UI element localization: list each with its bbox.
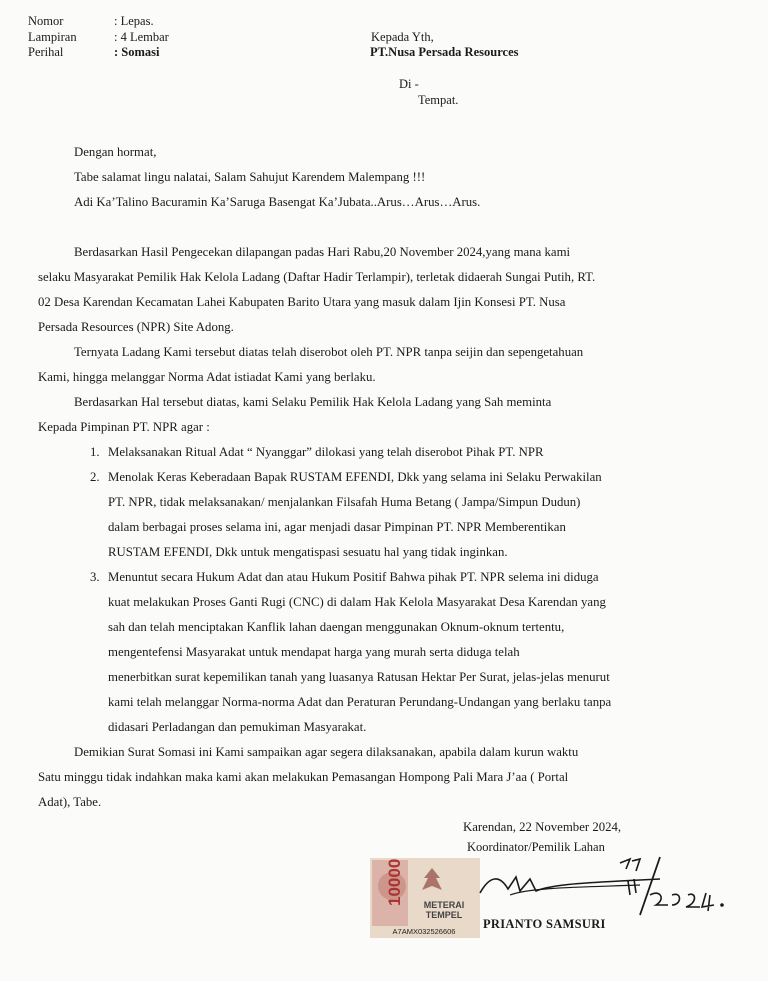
paragraph-2-line-1: Ternyata Ladang Kami tersebut diatas telah diserobot oleh PT. NPR tanpa seijin dan sepengetahuan xyxy=(74,345,584,359)
addressee-place: Tempat. xyxy=(418,93,459,107)
greeting-line-2: Adi Ka’Talino Bacuramin Ka’Saruga Basengat Ka’Jubata..Arus…Arus…Arus. xyxy=(74,195,481,209)
demands-list xyxy=(38,440,668,740)
list-item-line: dalam berbagai proses selama ini, agar menjadi dasar Pimpinan PT. NPR Memberentikan xyxy=(108,520,566,534)
date-stroke-11 xyxy=(628,879,636,895)
signatory-name: PRIANTO SAMSURI xyxy=(483,917,606,931)
date-dot xyxy=(720,903,724,907)
date-stroke-year xyxy=(650,893,714,911)
stamp-value: 10000 xyxy=(385,858,404,906)
stamp-serial: A7AMX032526606 xyxy=(392,927,456,936)
signature-flourish xyxy=(510,885,640,895)
list-item-continuation xyxy=(90,515,668,540)
meta-perihal-value: : Somasi xyxy=(114,45,160,59)
list-item-line: menerbitkan surat kepemilikan tanah yang luasanya Ratusan Hektar Per Surat, jelas-jelas menurut xyxy=(108,670,610,684)
spacer xyxy=(38,215,668,240)
handwritten-signature-icon xyxy=(470,855,730,925)
meta-nomor xyxy=(28,14,169,30)
list-item xyxy=(90,565,668,590)
letter-body xyxy=(38,140,668,815)
closing-line-2: Satu minggu tidak indahkan maka kami akan melakukan Pemasangan Hompong Pali Mara J’aa ( Portal xyxy=(38,770,569,784)
list-item-continuation xyxy=(90,590,668,615)
list-item-continuation xyxy=(90,615,668,640)
list-item-line: PT. NPR, tidak melaksanakan/ menjalankan Filsafah Huma Betang ( Jampa/Simpun Dudun) xyxy=(108,495,581,509)
closing-line-1: Demikian Surat Somasi ini Kami sampaikan agar segera dilaksanakan, apabila dalam kurun waktu xyxy=(74,745,579,759)
meta-lampiran-label: Lampiran xyxy=(28,29,77,44)
paragraph-1-line-4: Persada Resources (NPR) Site Adong. xyxy=(38,320,234,334)
list-item-continuation xyxy=(90,540,668,565)
list-item-line: didasari Perladangan dan pemukiman Masyarakat. xyxy=(108,720,367,734)
salutation: Dengan hormat, xyxy=(74,145,157,159)
list-item-continuation xyxy=(90,490,668,515)
meta-lampiran xyxy=(28,30,169,46)
meta-perihal xyxy=(28,45,169,61)
list-item-line: sah dan telah menciptakan Kanflik lahan daengan menggunakan Oknum-oknum tertentu, xyxy=(108,620,565,634)
addressee-to: Kepada Yth, xyxy=(371,30,434,44)
signature-place-date: Karendan, 22 November 2024, xyxy=(463,820,622,834)
list-item-number: 3. xyxy=(90,570,100,584)
paragraph-1-line-1: Berdasarkan Hasil Pengecekan dilapangan padas Hari Rabu,20 November 2024,yang mana kami xyxy=(74,245,571,259)
signature-role: Koordinator/Pemilik Lahan xyxy=(467,840,605,854)
list-item xyxy=(90,465,668,490)
paragraph-1-line-2: selaku Masyarakat Pemilik Hak Kelola Ladang (Daftar Hadir Terlampir), terletak didaerah Sungai Putih, RT. xyxy=(38,270,596,284)
meta-nomor-label: Nomor xyxy=(28,14,64,28)
list-item xyxy=(90,440,668,465)
paragraph-2-line-2: Kami, hingga melanggar Norma Adat istiadat Kami yang berlaku. xyxy=(38,370,376,384)
list-item-line: Menuntut secara Hukum Adat dan atau Hukum Positif Bahwa pihak PT. NPR selema ini diduga xyxy=(108,570,599,584)
meta-perihal-label: Perihal xyxy=(28,45,64,59)
list-item-line: RUSTAM EFENDI, Dkk untuk mengatispasi sesuatu hal yang tidak inginkan. xyxy=(108,545,508,559)
list-item-line: mengentefensi Masyarakat untuk mendapat harga yang murah serta diduga telah xyxy=(108,645,520,659)
list-item-number: 1. xyxy=(90,445,100,459)
paragraph-3-line-2: Kepada Pimpinan PT. NPR agar : xyxy=(38,420,210,434)
list-item-line: Menolak Keras Keberadaan Bapak RUSTAM EFENDI, Dkk yang selama ini Selaku Perwakilan xyxy=(108,470,602,484)
stamp-label-1: METERAI xyxy=(423,900,465,910)
list-item-number: 2. xyxy=(90,470,100,484)
addressee-di: Di - xyxy=(399,77,419,91)
list-item-continuation xyxy=(90,665,668,690)
letter-meta xyxy=(28,14,169,61)
addressee-org: PT.Nusa Persada Resources xyxy=(370,45,519,59)
list-item-line: Melaksanakan Ritual Adat “ Nyanggar” dilokasi yang telah diserobot Pihak PT. NPR xyxy=(108,445,544,459)
meterai-stamp-icon xyxy=(370,858,480,938)
meta-lampiran-value: : 4 Lembar xyxy=(114,29,169,44)
stamp-label-2: TEMPEL xyxy=(425,910,463,920)
addressee-block xyxy=(371,30,519,60)
list-item-continuation xyxy=(90,690,668,715)
closing-line-3: Adat), Tabe. xyxy=(38,795,102,809)
list-item-continuation xyxy=(90,715,668,740)
list-item-line: kuat melakukan Proses Ganti Rugi (CNC) di dalam Hak Kelola Masyarakat Desa Karendan yang xyxy=(108,595,606,609)
greeting-line-1: Tabe salamat lingu nalatai, Salam Sahujut Karendem Malempang !!! xyxy=(74,170,426,184)
list-item-line: kami telah melanggar Norma-norma Adat dan Peraturan Perundang-Undangan yang berlaku tanpa xyxy=(108,695,612,709)
paragraph-1-line-3: 02 Desa Karendan Kecamatan Lahei Kabupaten Barito Utara yang masuk dalam Ijin Konsesi PT. Nusa xyxy=(38,295,566,309)
list-item-continuation xyxy=(90,640,668,665)
date-stroke-27 xyxy=(620,859,640,871)
date-stroke-slash xyxy=(640,857,660,915)
meta-nomor-value: : Lepas. xyxy=(114,14,154,28)
paragraph-3-line-1: Berdasarkan Hal tersebut diatas, kami Selaku Pemilik Hak Kelola Ladang yang Sah meminta xyxy=(74,395,552,409)
